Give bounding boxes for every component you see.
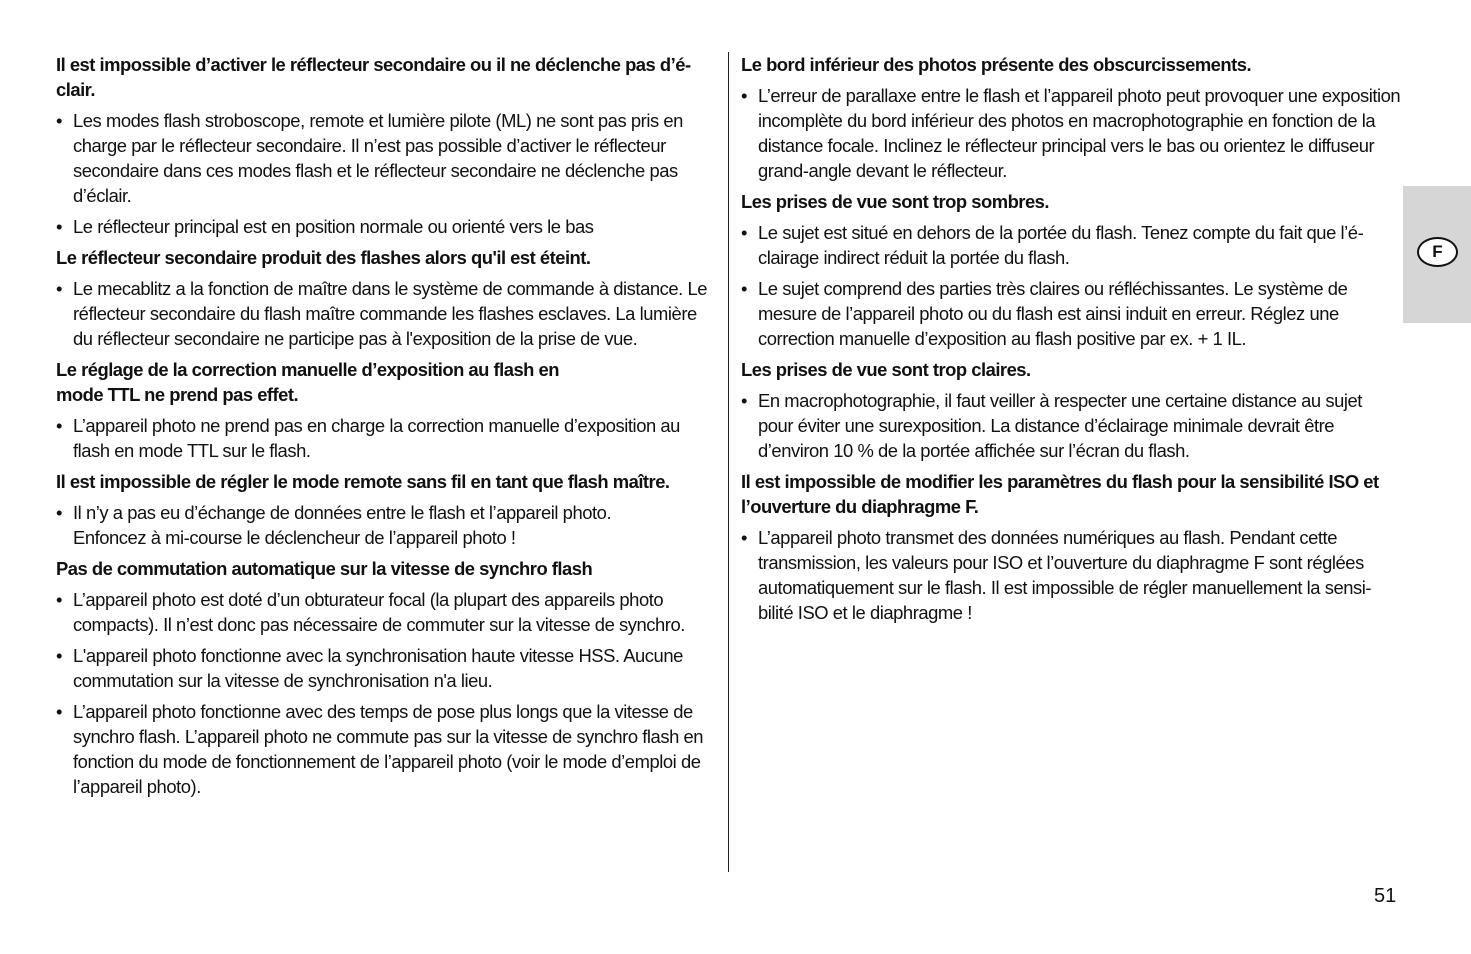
section-heading: Le bord inférieur des photos présente des obscurcissements. bbox=[741, 54, 1252, 75]
section-remote-master bbox=[56, 469, 720, 550]
list-item: • L’appareil photo est doté d’un obturateur focal (la plupart des appareils photo compacts). Il n’est donc pas nécessaire de commuter sur la vitesse de synchro. bbox=[56, 589, 685, 635]
bullet-glyph: • bbox=[56, 278, 62, 299]
list-item: • Le sujet comprend des parties très claires ou réfléchissantes. Le système de mesure de l’appareil photo ou du flash est ainsi induit en erreur. Réglez une correction manuelle d’exposition au flash positive par ex. + 1 IL. bbox=[741, 278, 1348, 349]
bullet-glyph: • bbox=[741, 527, 747, 548]
bullet-glyph: • bbox=[56, 110, 62, 131]
list-item: • L’appareil photo transmet des données numériques au flash. Pendant cette transmission, les valeurs pour ISO et l’ouverture du diaphragme F sont réglées automatiquement sur le flash. Il est impossible de régler manuellement la sensi- bilité ISO et le diaphragme ! bbox=[741, 527, 1372, 623]
section-secondary-reflector-fires bbox=[56, 245, 720, 351]
bullet-glyph: • bbox=[56, 589, 62, 610]
list-item: • L'appareil photo fonctionne avec la synchronisation haute vitesse HSS. Aucune commutation sur la vitesse de synchronisation n'a lieu. bbox=[56, 645, 683, 691]
list-item: • En macrophotographie, il faut veiller à respecter une certaine distance au sujet pour éviter une surexposition. La distance d’éclairage minimale devrait être d’environ 10 % de la portée affichée sur l’écran du flash. bbox=[741, 390, 1362, 461]
section-heading: Les prises de vue sont trop claires. bbox=[741, 359, 1031, 380]
section-heading: Le réglage de la correction manuelle d’exposition au flash en mode TTL ne prend pas effet. bbox=[56, 359, 559, 405]
section-heading: Le réflecteur secondaire produit des flashes alors qu'il est éteint. bbox=[56, 247, 591, 268]
bullet-glyph: • bbox=[741, 222, 747, 243]
language-badge: F bbox=[1417, 237, 1458, 267]
bullet-glyph: • bbox=[56, 216, 62, 237]
section-heading: Il est impossible de régler le mode remote sans fil en tant que flash maître. bbox=[56, 471, 670, 492]
section-too-bright bbox=[741, 357, 1401, 463]
bullet-glyph: • bbox=[56, 701, 62, 722]
list-item: • Les modes flash stroboscope, remote et lumière pilote (ML) ne sont pas pris en charge par le réflecteur secondaire. Il n’est pas possible d’activer le réflecteur secondaire dans ces modes flash et le réflecteur secondaire ne déclenche pas d’éclair. bbox=[56, 110, 683, 206]
list-item: • L’appareil photo fonctionne avec des temps de pose plus longs que la vitesse de synchro flash. L’appareil photo ne commute pas sur la vitesse de synchro flash en fonction du mode de fonctionnement de l’appareil photo (voir le mode d’emploi de l’appareil photo). bbox=[56, 701, 704, 797]
language-tab bbox=[1403, 186, 1471, 323]
list-item: • Le réflecteur principal est en position normale ou orienté vers le bas bbox=[56, 216, 594, 237]
bullet-glyph: • bbox=[741, 278, 747, 299]
bullet-glyph: • bbox=[741, 85, 747, 106]
list-item: • L’erreur de parallaxe entre le flash et l’appareil photo peut provoquer une exposition incomplète du bord inférieur des photos en macrophotographie en fonction de la distance focale. Inclinez le réflecteur principal vers le bas ou orientez le diffuseur grand-angle devant le réflecteur. bbox=[741, 85, 1401, 181]
left-column bbox=[56, 52, 720, 805]
section-heading: Il est impossible d’activer le réflecteur secondaire ou il ne déclenche pas d’é- clair. bbox=[56, 54, 691, 100]
list-item: • Le mecablitz a la fonction de maître dans le système de commande à distance. Le réflecteur secondaire du flash maître commande les flashes esclaves. La lumière du réflecteur secondaire ne participe pas à l'exposition de la prise de vue. bbox=[56, 278, 708, 349]
bullet-glyph: • bbox=[56, 502, 62, 523]
page-number: 51 bbox=[1374, 885, 1397, 907]
bullet-glyph: • bbox=[56, 645, 62, 666]
bullet-glyph: • bbox=[741, 390, 747, 411]
section-heading: Pas de commutation automatique sur la vitesse de synchro flash bbox=[56, 558, 593, 579]
column-divider bbox=[728, 52, 729, 872]
section-bottom-edge-dark bbox=[741, 52, 1401, 183]
list-item: • Le sujet est situé en dehors de la portée du flash. Tenez compte du fait que l’é- clairage indirect réduit la portée du flash. bbox=[741, 222, 1364, 268]
section-heading: Il est impossible de modifier les paramètres du flash pour la sensibilité ISO et l’ouverture du diaphragme F. bbox=[741, 471, 1379, 517]
section-ttl-correction bbox=[56, 357, 720, 463]
section-secondary-reflector-inactive bbox=[56, 52, 720, 239]
section-sync-speed bbox=[56, 556, 720, 799]
right-column bbox=[741, 52, 1401, 631]
section-heading: Les prises de vue sont trop sombres. bbox=[741, 191, 1050, 212]
bullet-glyph: • bbox=[56, 415, 62, 436]
section-iso-aperture bbox=[741, 469, 1401, 625]
section-too-dark bbox=[741, 189, 1401, 351]
list-item: • Il n’y a pas eu d’échange de données entre le flash et l’appareil photo. Enfoncez à mi-course le déclencheur de l’appareil photo ! bbox=[56, 502, 612, 548]
list-item: • L’appareil photo ne prend pas en charge la correction manuelle d’exposition au flash en mode TTL sur le flash. bbox=[56, 415, 680, 461]
